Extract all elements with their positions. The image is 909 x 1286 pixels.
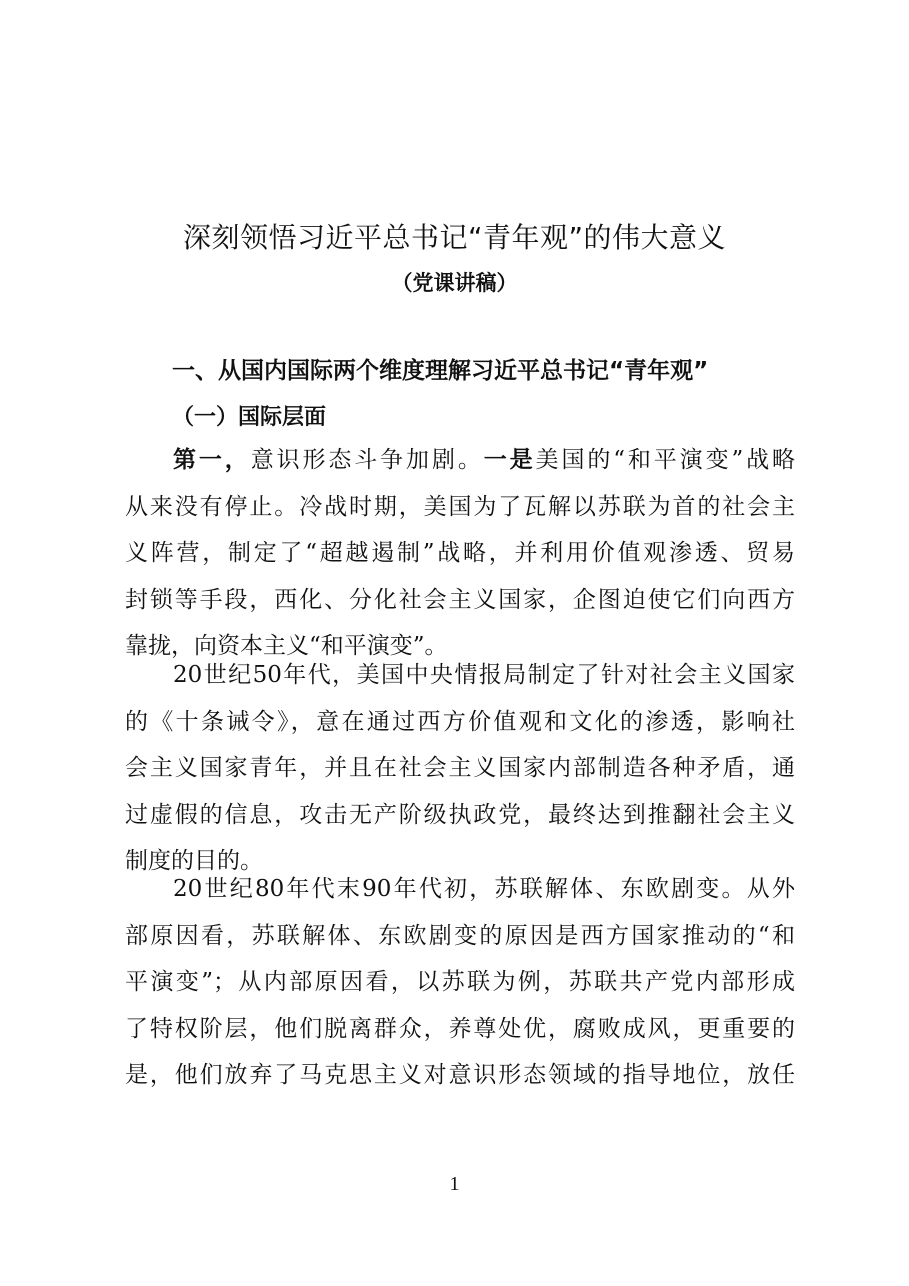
paragraph-line: 平演变”；从内部原因看，以苏联为例，苏联共产党内部形成 — [125, 969, 795, 995]
document-subtitle: （党课讲稿） — [391, 271, 518, 295]
paragraph-line: 部原因看，苏联解体、东欧剧变的原因是西方国家推动的“和 — [125, 922, 795, 949]
paragraph-line: 是，他们放弃了马克思主义对意识形态领域的指导地位，放任 — [125, 1062, 795, 1088]
paragraph-line: 20世纪80年代末90年代初，苏联解体、东欧剧变。从外 — [173, 876, 795, 902]
paragraph-line: 过虚假的信息，攻击无产阶级执政党，最终达到推翻社会主义 — [125, 801, 795, 828]
paragraph-line: 的《十条诫令》，意在通过西方价值观和文化的渗透，影响社 — [125, 708, 795, 735]
paragraph-line: 封锁等手段，西化、分化社会主义国家，企图迫使它们向西方 — [125, 586, 795, 613]
paragraph-line: 会主义国家青年，并且在社会主义国家内部制造各种矛盾，通 — [125, 755, 795, 781]
paragraph-2 — [125, 652, 795, 885]
page-number: 1 — [449, 1173, 460, 1195]
paragraph-3 — [125, 866, 795, 1099]
subsection-heading: （一）国际层面 — [172, 405, 327, 430]
paragraph-line: 20世纪50年代，美国中央情报局制定了针对社会主义国家 — [173, 662, 795, 688]
paragraph-1 — [125, 437, 795, 670]
paragraph-line: 靠拢，向资本主义“和平演变”。 — [125, 633, 448, 659]
text-run: 美国的“和平演变”战略 — [535, 447, 796, 473]
paragraph-line — [125, 437, 795, 484]
paragraph-line: 制度的目的。 — [125, 848, 263, 874]
bold-run: 一是 — [483, 447, 536, 473]
text-run: 意识形态斗争加剧。 — [250, 447, 484, 473]
section-heading: 一、从国内国际两个维度理解习近平总书记“青年观” — [172, 358, 709, 384]
document-title: 深刻领悟习近平总书记“青年观”的伟大意义 — [182, 221, 726, 254]
paragraph-line: 了特权阶层，他们脱离群众，养尊处优，腐败成风，更重要的 — [125, 1015, 795, 1042]
bold-lead: 第一， — [173, 447, 251, 473]
paragraph-line: 从来没有停止。冷战时期，美国为了瓦解以苏联为首的社会主 — [125, 493, 795, 520]
paragraph-line: 义阵营，制定了“超越遏制”战略，并利用价值观渗透、贸易 — [125, 540, 795, 566]
